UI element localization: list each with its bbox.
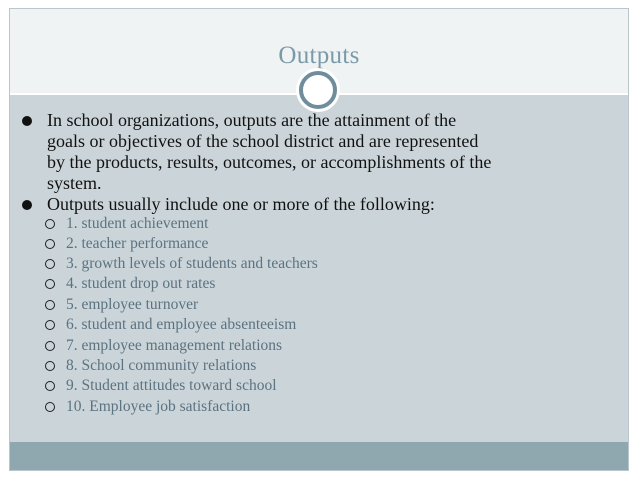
bullet-text: system. <box>47 173 102 193</box>
bullet-text: In school organizations, outputs are the attainment of the <box>47 110 457 130</box>
slide-title: Outputs <box>278 42 360 69</box>
subitem-text: 9. Student attitudes toward school <box>66 377 277 394</box>
hollow-circle-bullet-icon <box>45 239 55 249</box>
bullet-text: by the products, results, outcomes, or accomplishments of the <box>47 152 492 172</box>
subitem-text: 3. growth levels of students and teachers <box>66 255 318 272</box>
subitem-text: 1. student achievement <box>66 215 209 232</box>
filled-circle-bullet-icon <box>22 200 32 210</box>
hollow-circle-bullet-icon <box>45 402 55 412</box>
subitem-text: 6. student and employee absenteeism <box>66 316 297 333</box>
subitem-text: 8. School community relations <box>66 357 257 374</box>
hollow-circle-bullet-icon <box>45 279 55 289</box>
hollow-circle-bullet-icon <box>45 361 55 371</box>
hollow-circle-bullet-icon <box>45 341 55 351</box>
hollow-circle-bullet-icon <box>45 320 55 330</box>
bullet-text: goals or objectives of the school district and are represented <box>47 131 479 151</box>
hollow-circle-bullet-icon <box>45 219 55 229</box>
bullet-text: Outputs usually include one or more of the following: <box>47 194 435 214</box>
subitem-text: 10. Employee job satisfaction <box>66 398 251 415</box>
subitem-text: 7. employee management relations <box>66 337 283 354</box>
subitem-text: 4. student drop out rates <box>66 275 216 292</box>
hollow-circle-bullet-icon <box>45 259 55 269</box>
subitem-text: 2. teacher performance <box>66 235 209 252</box>
hollow-circle-bullet-icon <box>45 300 55 310</box>
hollow-circle-bullet-icon <box>45 381 55 391</box>
filled-circle-bullet-icon <box>22 116 32 126</box>
subitem-text: 5. employee turnover <box>66 296 199 313</box>
